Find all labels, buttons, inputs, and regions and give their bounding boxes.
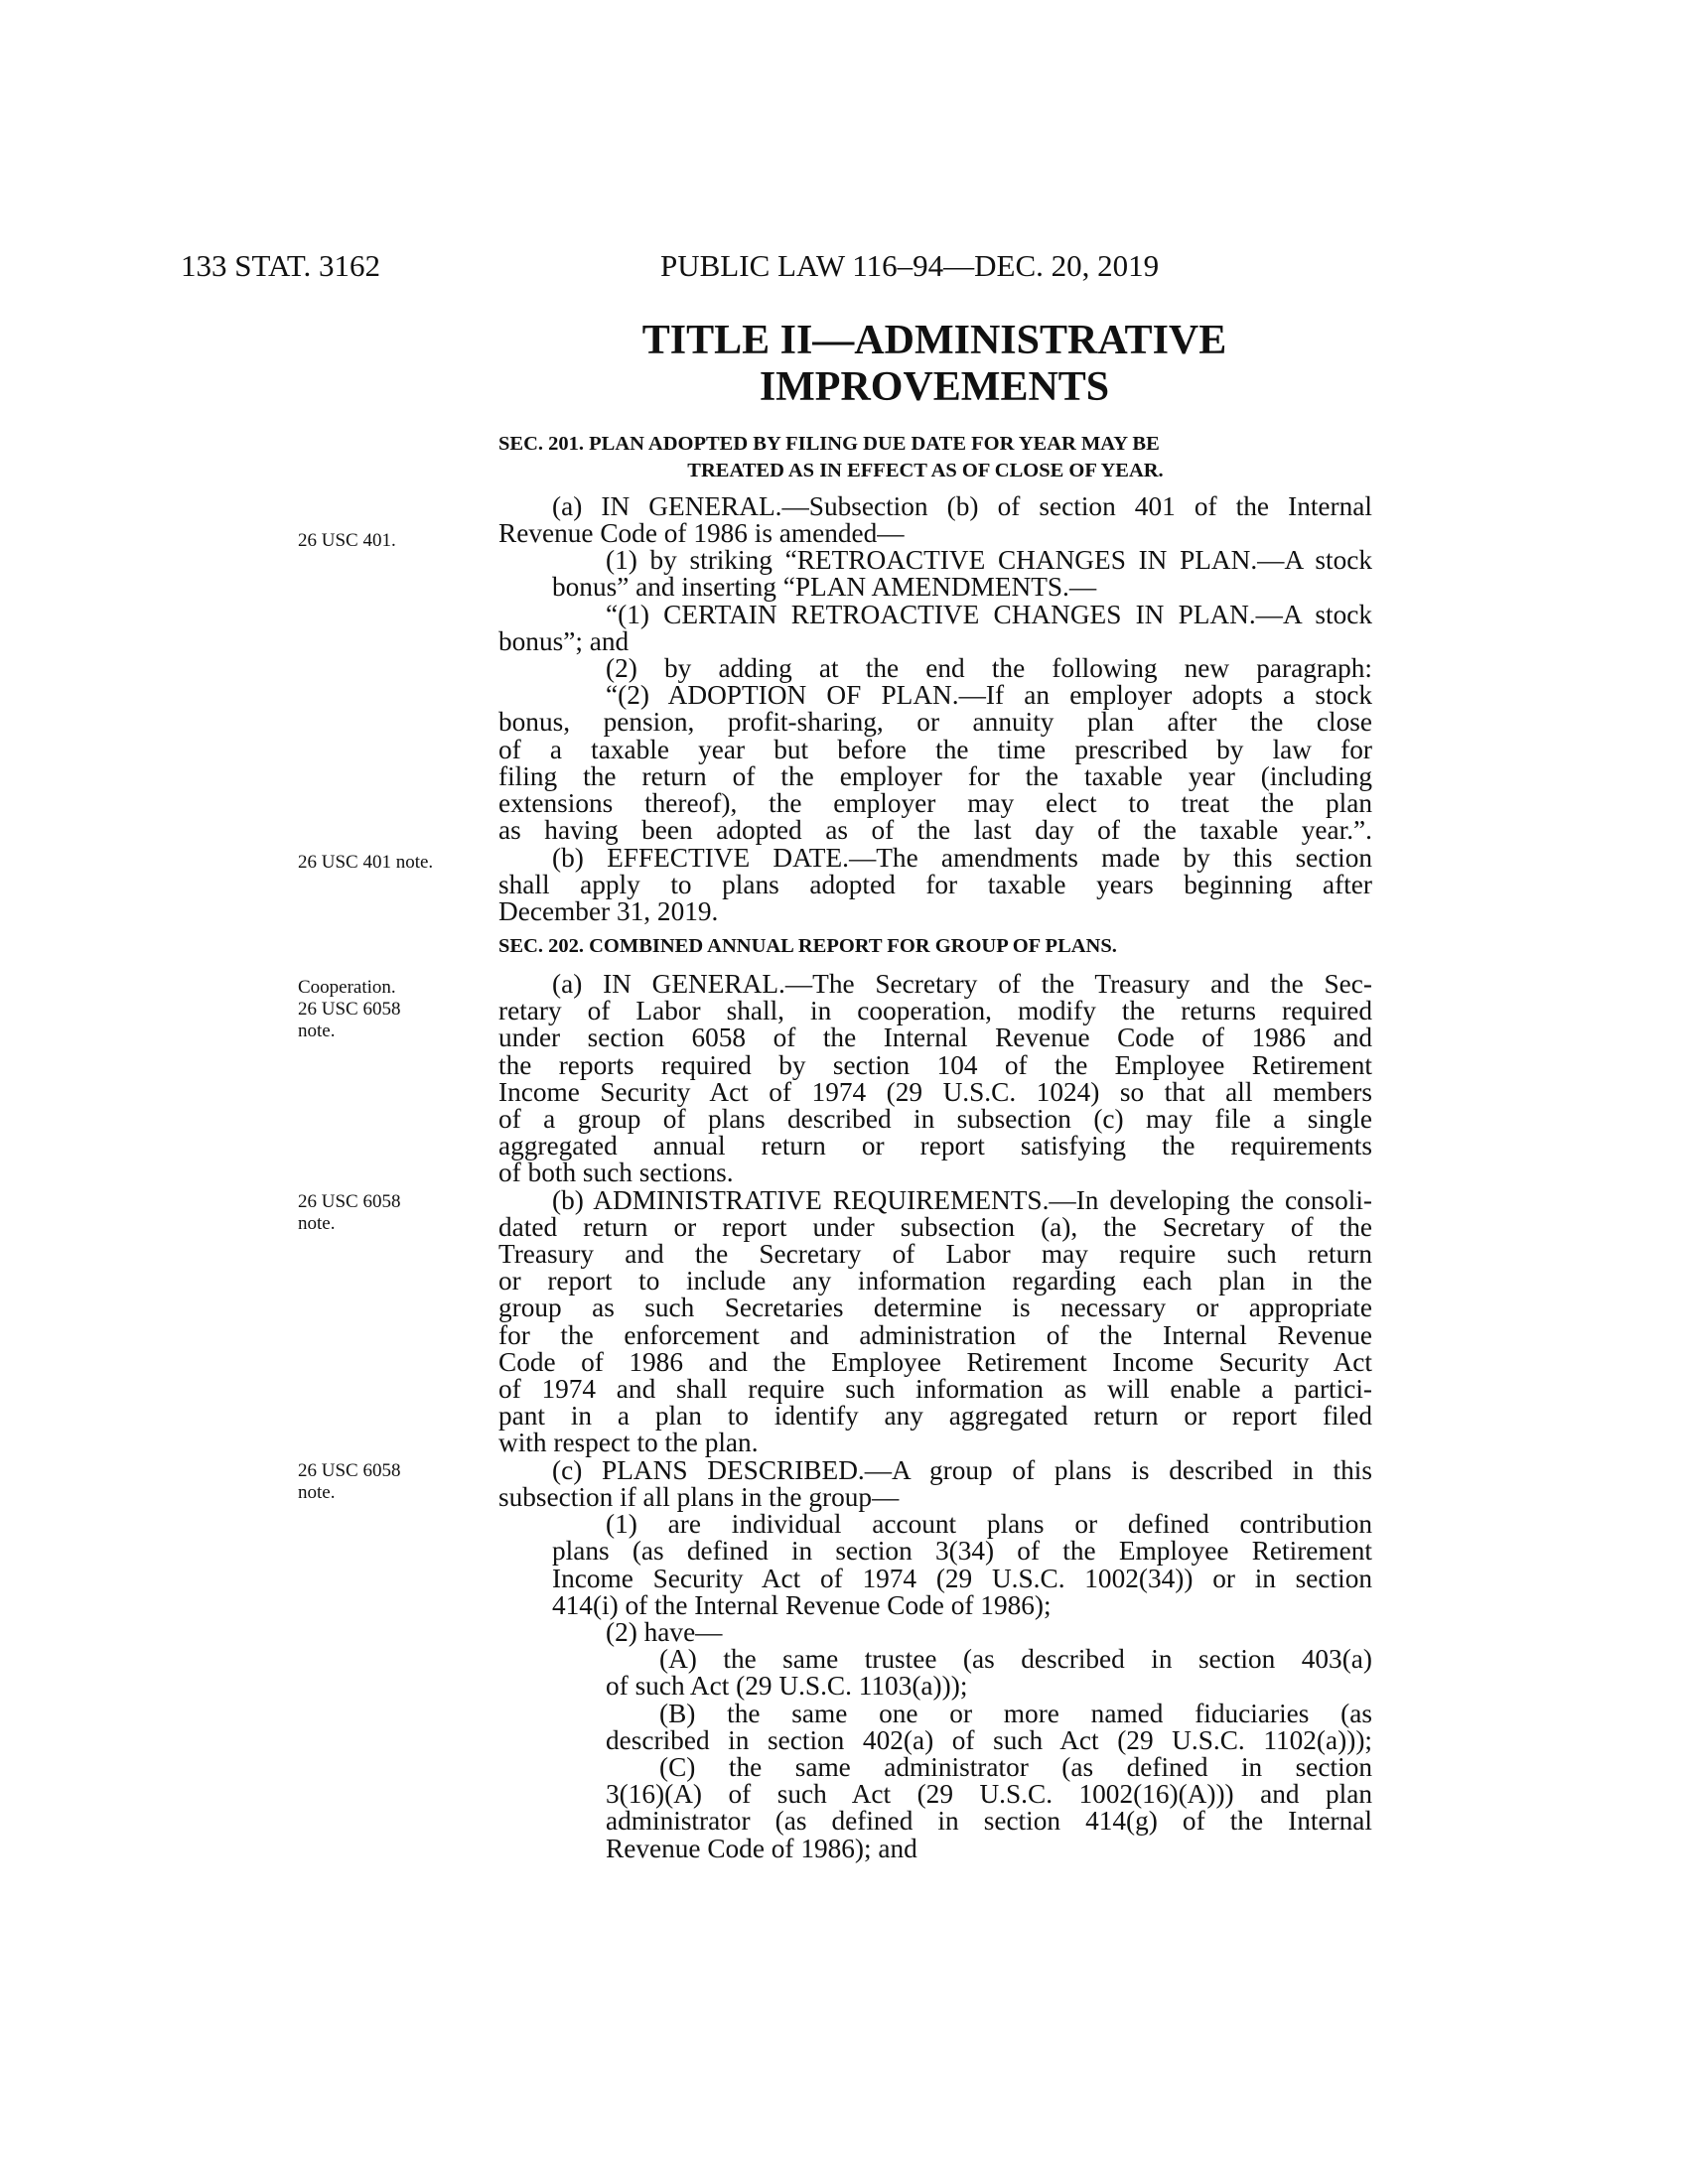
text-line: extensions thereof), the employer may elect to treat the plan — [498, 788, 1372, 818]
text-line: the reports required by section 104 of the Employee Retirement — [498, 1050, 1372, 1080]
text-line: as having been adopted as of the last day of the taxable year.”. — [498, 815, 1372, 845]
text-line: with respect to the plan. — [498, 1428, 759, 1457]
margin-note-note-a: note. — [298, 1021, 336, 1041]
margin-note-26-usc-6058-c: 26 USC 6058 — [298, 1460, 401, 1481]
sec-201-heading — [498, 431, 1372, 484]
text-line: December 31, 2019. — [498, 896, 719, 926]
text-line: subsection if all plans in the group— — [498, 1482, 900, 1512]
text-line: Revenue Code of 1986 is amended— — [498, 518, 905, 548]
text-line: Treasury and the Secretary of Labor may require such return — [498, 1239, 1372, 1269]
text-line: “(2) ADOPTION OF PLAN.—If an employer adopts a stock — [606, 680, 1372, 710]
margin-note-26-usc-401: 26 USC 401. — [298, 530, 396, 551]
text-line: or report to include any information regarding each plan in the — [498, 1266, 1372, 1296]
title-line-2: IMPROVEMENTS — [759, 364, 1110, 410]
text-line: bonus” and inserting “PLAN AMENDMENTS.— — [552, 572, 1097, 602]
text-line: (A) the same trustee (as described in section 403(a) — [659, 1644, 1372, 1674]
text-line: (2) have— — [606, 1617, 723, 1647]
text-line: of such Act (29 U.S.C. 1103(a))); — [606, 1671, 968, 1701]
text-line: filing the return of the employer for the taxable year (including — [498, 761, 1372, 791]
text-line: of a taxable year but before the time prescribed by law for — [498, 735, 1372, 764]
text-line: (a) IN GENERAL.—Subsection (b) of section 401 of the Internal — [552, 491, 1372, 521]
statute-page-number: 133 STAT. 3162 — [181, 248, 381, 283]
text-line: (b) EFFECTIVE DATE.—The amendments made by this section — [552, 843, 1372, 873]
text-line: dated return or report under subsection (a), the Secretary of the — [498, 1212, 1372, 1242]
margin-note-26-usc-6058-a: 26 USC 6058 — [298, 999, 401, 1020]
text-line: Code of 1986 and the Employee Retirement Income Security Act — [498, 1347, 1372, 1377]
text-line: described in section 402(a) of such Act (29 U.S.C. 1102(a))); — [606, 1725, 1372, 1755]
text-line: Revenue Code of 1986); and — [606, 1834, 917, 1863]
text-line: for the enforcement and administration of the Internal Revenue — [498, 1320, 1372, 1350]
text-line: group as such Secretaries determine is necessary or appropriate — [498, 1293, 1372, 1322]
margin-note-26-usc-401-note: 26 USC 401 note. — [298, 852, 434, 873]
text-line: (b) ADMINISTRATIVE REQUIREMENTS.—In developing the consoli- — [552, 1185, 1372, 1215]
title-line-1: TITLE II—ADMINISTRATIVE — [641, 318, 1227, 363]
sec-201-heading-line-1: SEC. 201. PLAN ADOPTED BY FILING DUE DATE FOR YEAR MAY BE — [498, 433, 1160, 455]
text-line: plans (as defined in section 3(34) of the Employee Retirement — [552, 1536, 1372, 1566]
text-line: aggregated annual return or report satisfying the requirements — [498, 1131, 1372, 1160]
text-line: (1) are individual account plans or defined contribution — [606, 1509, 1372, 1539]
text-line: (C) the same administrator (as defined in section — [659, 1752, 1372, 1782]
text-line: 414(i) of the Internal Revenue Code of 1986); — [552, 1590, 1052, 1620]
text-line: shall apply to plans adopted for taxable years beginning after — [498, 870, 1372, 899]
text-line: administrator (as defined in section 414(g) of the Internal — [606, 1806, 1372, 1836]
text-line: “(1) CERTAIN RETROACTIVE CHANGES IN PLAN.—A stock — [606, 600, 1372, 629]
text-line: of a group of plans described in subsection (c) may file a single — [498, 1104, 1372, 1134]
text-line: pant in a plan to identify any aggregated return or report filed — [498, 1401, 1372, 1431]
text-line: bonus, pension, profit-sharing, or annuity plan after the close — [498, 707, 1372, 737]
text-line: (2) by adding at the end the following new paragraph: — [606, 653, 1372, 683]
sec-201-heading-line-2: TREATED AS IN EFFECT AS OF CLOSE OF YEAR. — [687, 460, 1164, 481]
text-line: bonus”; and — [498, 626, 630, 656]
margin-note-26-usc-6058-b: 26 USC 6058 — [298, 1191, 401, 1212]
margin-note-note-c: note. — [298, 1482, 336, 1503]
text-line: (1) by striking “RETROACTIVE CHANGES IN PLAN.—A stock — [606, 545, 1372, 575]
sec-202-heading: SEC. 202. COMBINED ANNUAL REPORT FOR GROUP OF PLANS. — [498, 935, 1117, 957]
text-line: of both such sections. — [498, 1158, 734, 1187]
margin-note-cooperation: Cooperation. — [298, 977, 396, 998]
margin-note-note-b: note. — [298, 1213, 336, 1234]
text-line: under section 6058 of the Internal Revenue Code of 1986 and — [498, 1023, 1372, 1052]
text-line: (B) the same one or more named fiduciaries (as — [659, 1699, 1372, 1728]
text-line: (a) IN GENERAL.—The Secretary of the Treasury and the Sec- — [552, 969, 1372, 999]
text-line: 3(16)(A) of such Act (29 U.S.C. 1002(16)(A))) and plan — [606, 1779, 1372, 1809]
text-line: Income Security Act of 1974 (29 U.S.C. 1024) so that all members — [498, 1077, 1372, 1107]
text-line: Income Security Act of 1974 (29 U.S.C. 1002(34)) or in section — [552, 1564, 1372, 1593]
text-line: retary of Labor shall, in cooperation, modify the returns required — [498, 996, 1372, 1025]
public-law-header: PUBLIC LAW 116–94—DEC. 20, 2019 — [660, 248, 1160, 283]
text-line: of 1974 and shall require such information as will enable a partici- — [498, 1374, 1372, 1404]
text-line: (c) PLANS DESCRIBED.—A group of plans is described in this — [552, 1455, 1372, 1485]
